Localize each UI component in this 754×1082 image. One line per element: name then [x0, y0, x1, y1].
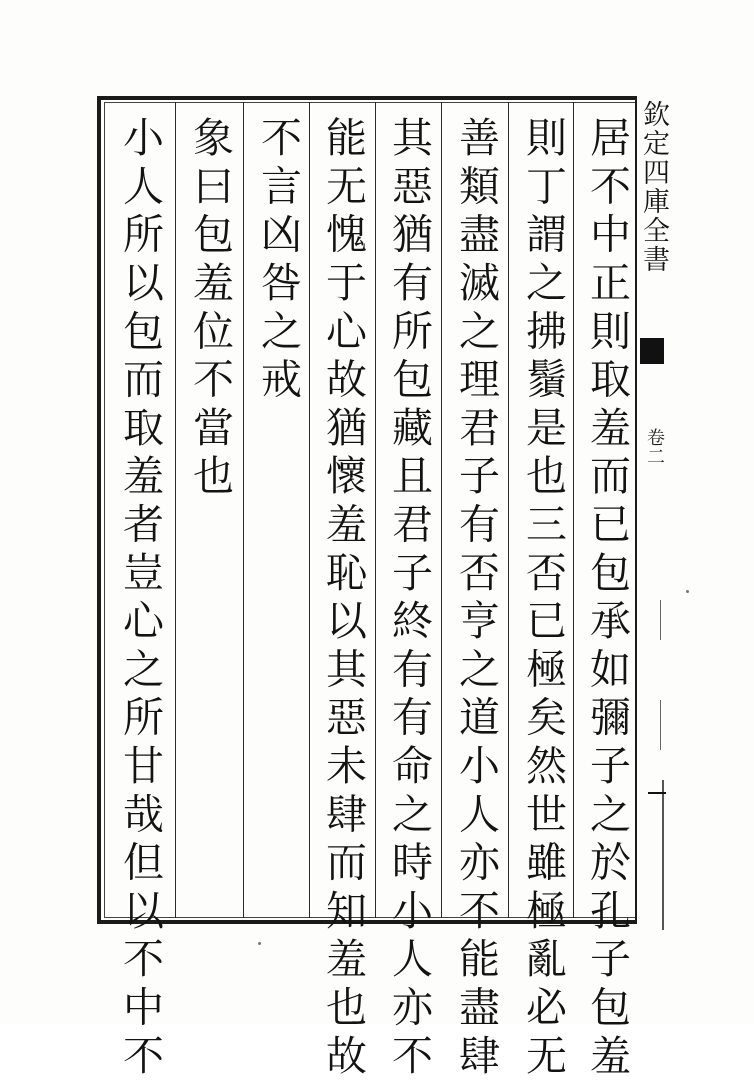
text-column-4: 其惡猶有所包藏且君子終有有命之時小人亦不 — [385, 116, 433, 1082]
column-divider — [375, 102, 376, 918]
text-column-7: 象曰包羞位不當也 — [186, 116, 234, 503]
text-column-1: 居不中正則取羞而已包承如彌子之於孔子包羞 — [583, 116, 631, 1082]
column-divider — [243, 102, 244, 918]
spine-tick-mark — [648, 792, 666, 794]
column-divider — [441, 102, 442, 918]
text-column-8: 小人所以包而取羞者豈心之所甘哉但以不中不 — [116, 116, 164, 1082]
paper-speck — [686, 590, 689, 593]
column-divider — [309, 102, 310, 918]
text-column-3: 善類盡滅之理君子有否亨之道小人亦不能盡肆 — [452, 116, 500, 1082]
spine-dash-mark — [660, 600, 661, 640]
text-column-6: 不言凶咎之戒 — [254, 116, 302, 406]
column-divider — [508, 102, 509, 918]
text-column-2: 則丁謂之拂鬚是也三否已極矣然世雖極亂必无 — [519, 116, 567, 1082]
juan-number: 卷二 — [644, 428, 665, 466]
spine-border-line — [635, 96, 637, 924]
text-column-5: 能无愧于心故猶懷羞恥以其惡未肆而知羞也故 — [319, 116, 367, 1082]
paper-speck — [258, 942, 261, 945]
column-divider — [175, 102, 176, 918]
spine-dash-mark — [660, 700, 661, 750]
fishtail-mark — [640, 338, 664, 364]
spine-outer-line — [662, 780, 664, 930]
column-divider — [573, 102, 574, 918]
book-title: 欽定四庫全書 — [638, 100, 669, 274]
